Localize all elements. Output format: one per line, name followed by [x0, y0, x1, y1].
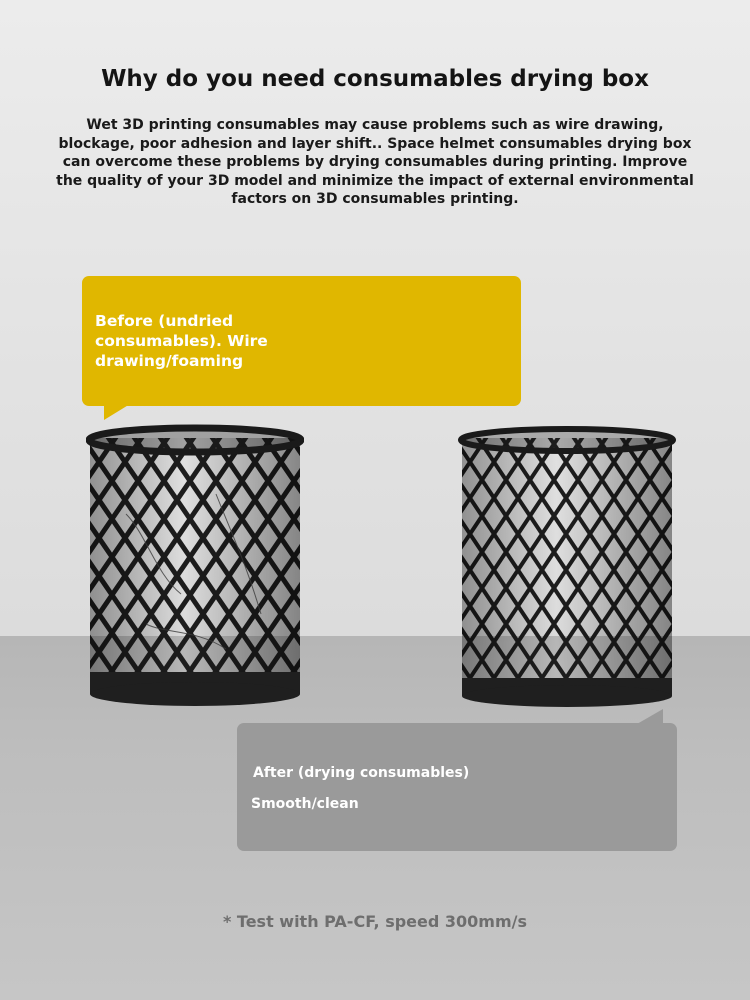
page-title: Why do you need consumables drying box — [101, 66, 649, 92]
after-callout — [237, 723, 677, 851]
before-callout-tail — [104, 404, 130, 420]
printed-cylinder-after — [458, 426, 676, 708]
after-callout-sublabel: Smooth/clean — [251, 796, 359, 812]
before-callout-label: Before (undried consumables). Wire drawing/foaming — [95, 312, 268, 370]
printed-cylinder-before — [86, 424, 304, 708]
after-callout-label: After (drying consumables) — [253, 765, 470, 781]
test-footnote: * Test with PA-CF, speed 300mm/s — [222, 912, 528, 931]
before-callout — [82, 276, 521, 406]
after-callout-tail — [637, 709, 663, 724]
intro-paragraph: Wet 3D printing consumables may cause problems such as wire drawing, blockage, poor adhesion and layer shift.. Space helmet consumables drying box can overcome these problems by drying consumables during printing. Improve the quality of your 3D model and minimize the impact of external environmental factors on 3D consumables printing. — [56, 117, 694, 207]
